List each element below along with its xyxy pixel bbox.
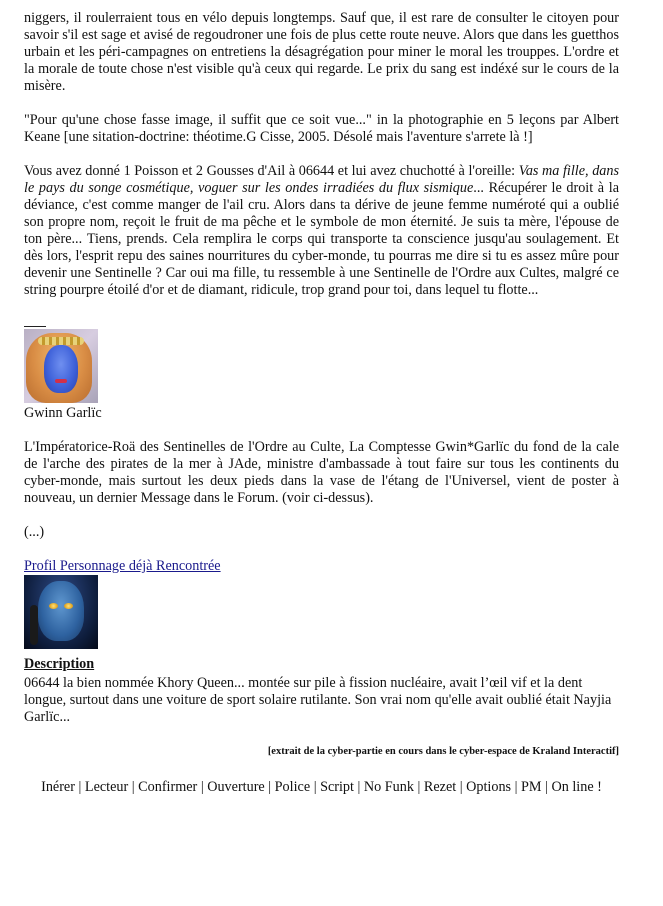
footer-item-ouverture[interactable]: Ouverture [207,779,265,795]
footer-item-police[interactable]: Police [274,779,311,795]
paragraph-gift [24,163,619,299]
paragraph-author-bio: L'Impératorice-Roä des Sentinelles de l'Ordre au Culte, La Comptesse Gwin*Garlïc du fond de la cale de l'arche des pirates de la mer à JAde, ministre d'ambassade à tout faire sur tous les continents du cyber-monde, mais surtout les deux pieds dans la vase de l'étang de l'Universel, vient de poster à nouveau, un dernier Message dans le Forum. (voir ci-dessus). [24,439,619,506]
footer-separator: | [310,779,321,795]
footer-separator: | [353,779,364,795]
gift-text-start: Vous avez donné 1 Poisson et 2 Gousses d'Ail à 06644 et lui avez chuchotté à l'oreille: [24,163,519,179]
footer-item-options[interactable]: Options [466,779,512,795]
profile-link[interactable]: Profil Personnage déjà Rencontrée [24,558,221,574]
description-title: Description [24,656,95,672]
paragraph-ellipsis: (...) [24,524,45,540]
gift-text-end: ... Récupérer le droit à la déviance, c'est comme manger de l'ail cru. Alors dans ta dérive de jeune femme numéroté qui a oublié son propre nom, reçoit le fruit de ma pêche et le symbole de mon éternité. Je suis ta mère, l'épouse de ton père... Tiens, prends. Cela remplira le corps qui transporte ta conscience jusqu'au soulagement. Et dès lors, l'esprit repu des saines nourritures du cyber-monde, tu pourras me dire si tu es assez mûre pour devenir une Sentinelle ? Car oui ma fille, tu ressemble à une Sentinelle de l'Ordre aux Cultes, malgré ce string pourpre étoilé d'or et de diamant, ridicule, trop grand pour toi, dans lequel tu flotte... [24,180,619,298]
extract-note: [extrait de la cyber-partie en cours dans le cyber-espace de Kraland Interactif] [267,746,619,757]
footer-item-in-rer[interactable]: Inérer [41,779,75,795]
footer-item-confirmer[interactable]: Confirmer [138,779,198,795]
character-avatar [24,575,98,649]
footer-separator: | [197,779,208,795]
footer-separator: | [456,779,467,795]
footer-separator: | [511,779,522,795]
footer-item-no-funk[interactable]: No Funk [363,779,414,795]
paragraph-quote: "Pour qu'une chose fasse image, il suffit que ce soit vue..." in la photographie en 5 leçons par Albert Keane [une sitation-doctrine: théotime.G Cisse, 2005. Désolé mais l'aventure s'arrete là !] [24,112,619,145]
author-avatar [24,329,98,403]
footer-separator: | [413,779,424,795]
footer-item-lecteur[interactable]: Lecteur [84,779,129,795]
footer-nav [24,779,619,796]
footer-item-pm[interactable]: PM [521,779,542,795]
author-name: Gwinn Garlïc [24,405,102,421]
footer-item-on-line[interactable]: On line ! [551,779,602,795]
paragraph-intro: niggers, il roulerraient tous en vélo depuis longtemps. Sauf que, il est rare de consulter le citoyen pour savoir s'il est sage et avisé de regoudroner une fois de plus cette route neuve. Alors que dans les guetthos urbain et les péri-campagnes on entretiens la désagrégation pour miner le moral les trouppes. L'ordre et la morale de toute chose n'est visible qu'à ceux qui regarde. Le prix du sang est indéxé sur le cours de la misère. [24,10,619,94]
paragraph-description: 06644 la bien nommée Khory Queen... montée sur pile à fission nucléaire, avait l’œil vif et la dent longue, surtout dans une voiture de sport solaire rutilante. Son vrai nom qu'elle avait oublié était Nayjia Garlïc... [24,675,612,725]
footer-separator: | [264,779,275,795]
footer-separator: | [74,779,85,795]
footer-item-script[interactable]: Script [320,779,354,795]
footer-separator: | [128,779,139,795]
gift-whisper-italic: Vas ma fille, dans le pays du songe cosmétique, voguer sur les ondes irradiées du flux sismique [24,163,619,196]
footer-separator: | [541,779,552,795]
signature-separator [24,318,46,327]
document-page [0,10,663,796]
footer-item-rezet[interactable]: Rezet [423,779,457,795]
